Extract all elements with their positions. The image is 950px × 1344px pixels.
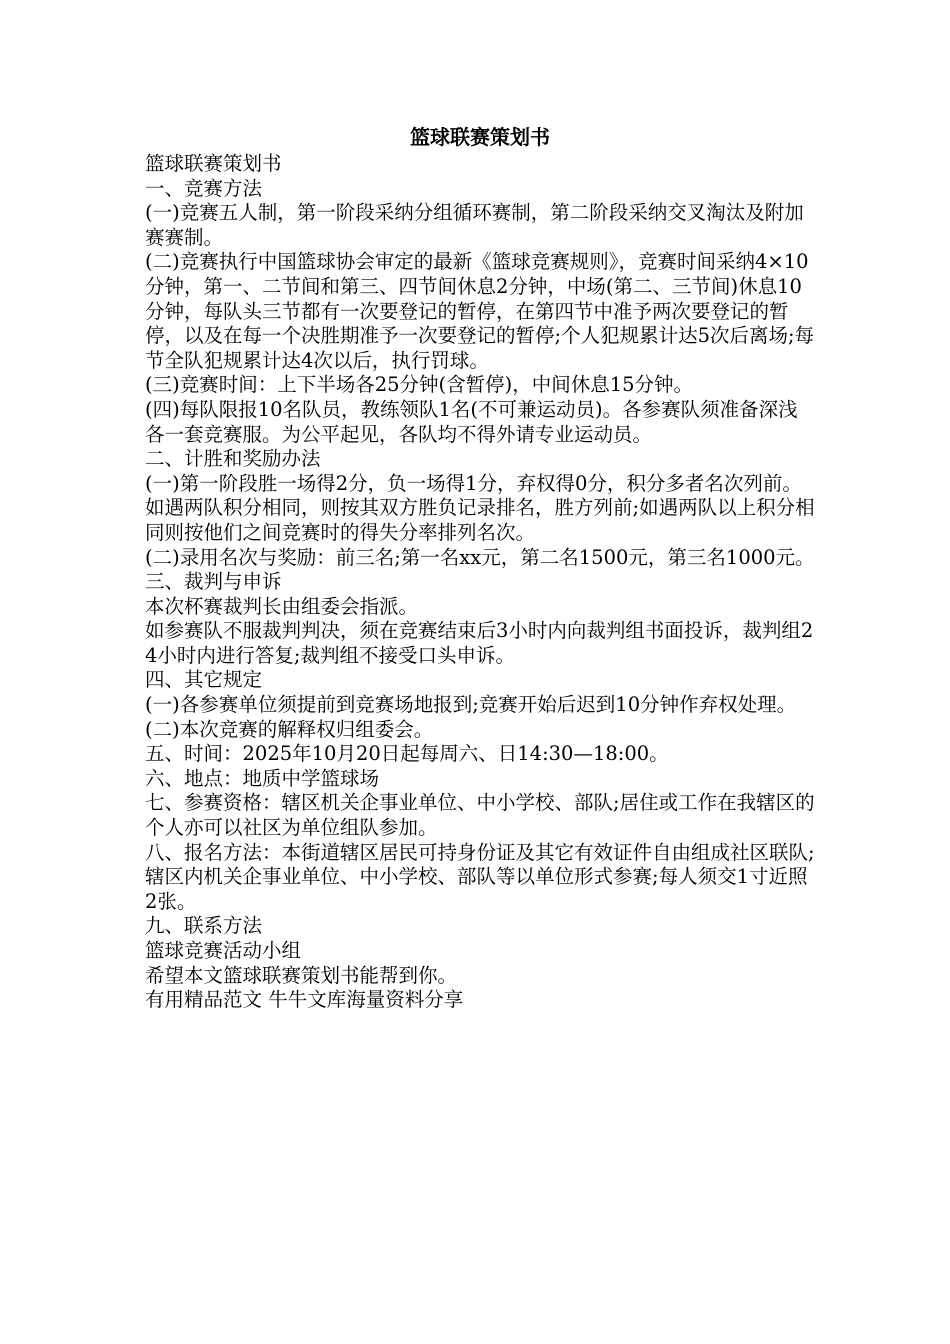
section-heading-7: 七、参赛资格：辖区机关企事业单位、中小学校、部队;居住或工作在我辖区的个人亦可以社区为单位组队参加。 xyxy=(145,791,815,840)
paragraph: 本次杯赛裁判长由组委会指派。 xyxy=(145,594,419,618)
section-heading-4: 四、其它规定 xyxy=(145,668,263,692)
section-heading-9: 九、联系方法 xyxy=(145,914,263,938)
document-body xyxy=(145,152,815,1013)
paragraph: (二)竞赛执行中国篮球协会审定的最新《篮球竞赛规则》，竞赛时间采纳4×10分钟，第一、二节间和第三、四节间休息2分钟，中场(第二、三节间)休息10分钟，每队头三节都有一次要登记的暂停，在第四节中准予两次要登记的暂停，以及在每一个决胜期准予一次要登记的暂停;个人犯规累计达5次后离场;每节全队犯规累计达4次以后，执行罚球。 xyxy=(145,250,815,372)
paragraph: (一)竞赛五人制，第一阶段采纳分组循环赛制，第二阶段采纳交叉淘汰及附加赛赛制。 xyxy=(145,201,804,249)
section-heading-5: 五、时间：2025年10月20日起每周六、日14:30—18:00。 xyxy=(145,742,669,766)
paragraph: 如参赛队不服裁判判决，须在竞赛结束后3小时内向裁判组书面投诉，裁判组24小时内进行答复;裁判组不接受口头申诉。 xyxy=(145,619,814,667)
paragraph: (一)各参赛单位须提前到竞赛场地报到;竞赛开始后迟到10分钟作弃权处理。 xyxy=(145,693,797,717)
section-heading-8: 八、报名方法：本街道辖区居民可持身份证及其它有效证件自由组成社区联队;辖区内机关企事业单位、中小学校、部队等以单位形式参赛;每人须交1寸近照2张。 xyxy=(145,840,815,913)
document-page xyxy=(145,122,815,1013)
paragraph: (二)本次竞赛的解释权归组委会。 xyxy=(145,717,434,741)
paragraph: (二)录用名次与奖励：前三名;第一名xx元，第二名1500元，第三名1000元。 xyxy=(145,545,815,569)
paragraph: 希望本文篮球联赛策划书能帮到你。 xyxy=(145,963,458,987)
footer-line: 有用精品范文 牛牛文库海量资料分享 xyxy=(145,988,464,1012)
section-heading-2: 二、计胜和奖励办法 xyxy=(145,447,321,471)
section-heading-6: 六、地点：地质中学篮球场 xyxy=(145,766,380,790)
section-heading-3: 三、裁判与申诉 xyxy=(145,570,282,594)
paragraph-subtitle: 篮球联赛策划书 xyxy=(145,152,282,175)
paragraph: (三)竞赛时间：上下半场各25分钟(含暂停)，中间休息15分钟。 xyxy=(145,373,694,397)
document-title: 篮球联赛策划书 xyxy=(410,125,550,149)
paragraph: (一)第一阶段胜一场得2分，负一场得1分，弃权得0分，积分多者名次列前。如遇两队积分相同，则按其双方胜负记录排名，胜方列前;如遇两队以上积分相同则按他们之间竞赛时的得失分率排列名次。 xyxy=(145,471,815,544)
paragraph: (四)每队限报10名队员，教练领队1名(不可兼运动员)。各参赛队须准备深浅各一套竞赛服。为公平起见，各队均不得外请专业运动员。 xyxy=(145,397,798,446)
paragraph: 篮球竞赛活动小组 xyxy=(145,939,302,962)
section-heading-1: 一、竞赛方法 xyxy=(145,176,263,200)
